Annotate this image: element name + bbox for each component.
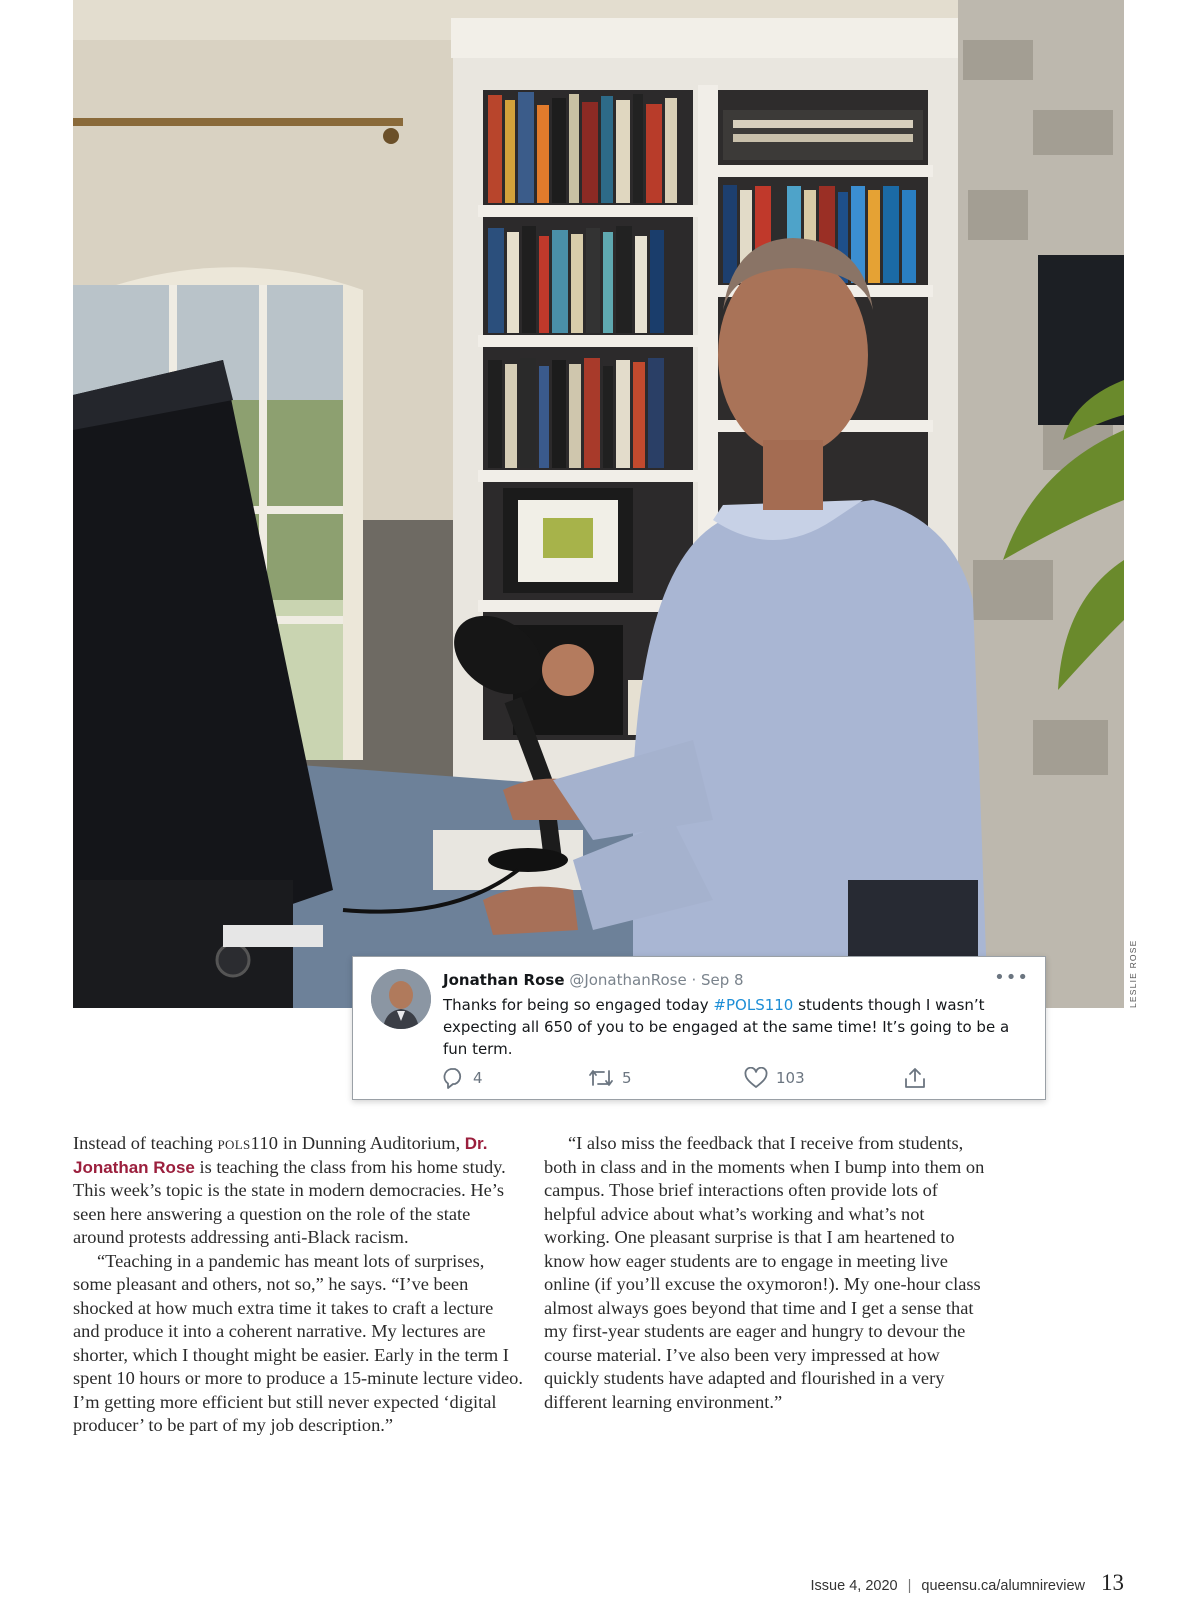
- tweet-author-name[interactable]: Jonathan Rose: [443, 971, 565, 989]
- page-footer: [811, 1570, 1124, 1596]
- feature-photo: [73, 0, 1124, 1008]
- tweet-separator: ·: [691, 971, 697, 989]
- tweet-text-end: students though I wasn’t expecting all 650 of you to be engaged at the same time! It’s going to be a fun term.: [443, 996, 1010, 1058]
- retweet-icon: [588, 1067, 614, 1089]
- p1-intro: Instead of teaching: [73, 1133, 218, 1153]
- p1-location: in Dunning Auditorium,: [278, 1133, 465, 1153]
- retweet-button[interactable]: [588, 1067, 632, 1089]
- retweet-count: 5: [622, 1069, 632, 1087]
- tweet-author-handle[interactable]: @JonathanRose: [569, 971, 687, 989]
- article-paragraph-3: “I also miss the feedback that I receive from students, both in class and in the moments when I bump into them on campus. Those brief interactions often provide lots of helpful advice about what’s working and what’s not working. One pleasant surprise is that I am heartened to know how eager students are to engage in meeting live online (if you’ll excuse the oxymoron!). My one-hour class almost always goes beyond that time and I get a sense that my first-year students are eager and hungry to devour the course material. I’ve also been very impressed at how quickly students have adapted and flourished in a very different learning environment.”: [544, 1133, 985, 1412]
- avatar-image: [371, 969, 431, 1029]
- article-paragraph-2: “Teaching in a pandemic has meant lots of surprises, some pleasant and others, not so,” he says. “I’ve been shocked at how much extra time it takes to craft a lecture and produce it into a coherent narrative. My lectures are shorter, which I thought might be easier. Early in the term I spent 10 hours or more to produce a 15-minute lecture video. I’m getting more efficient but still never expected ‘digital producer’ to be part of my job description.”: [73, 1250, 523, 1435]
- article-paragraph-1: [73, 1132, 523, 1250]
- tweet-hashtag[interactable]: #POLS110: [713, 996, 794, 1014]
- tweet-date[interactable]: Sep 8: [701, 971, 744, 989]
- reply-icon: [441, 1067, 465, 1089]
- share-button[interactable]: [903, 1067, 927, 1089]
- like-count: 103: [776, 1069, 805, 1087]
- tweet-text: [443, 994, 1023, 1060]
- more-options-icon[interactable]: •••: [994, 967, 1029, 988]
- reply-button[interactable]: [441, 1067, 483, 1089]
- magazine-url[interactable]: queensu.ca/alumnireview: [921, 1578, 1085, 1594]
- p1-rest: is teaching the class from his home study. This week’s topic is the state in modern democracies. He’s seen here answering a question on the role of the state around protests addressing anti-Black racism.: [73, 1156, 506, 1247]
- like-button[interactable]: [744, 1067, 805, 1089]
- reply-count: 4: [473, 1069, 483, 1087]
- page-number: 13: [1101, 1570, 1124, 1595]
- professor-name: Dr. Jonathan Rose: [73, 1134, 488, 1177]
- avatar[interactable]: [371, 969, 431, 1029]
- footer-separator: |: [907, 1578, 912, 1594]
- tweet-card[interactable]: [352, 956, 1046, 1100]
- heart-icon: [744, 1067, 768, 1089]
- tweet-header: [443, 971, 744, 989]
- course-code: pols110: [217, 1133, 279, 1153]
- issue-label: Issue 4, 2020: [810, 1578, 898, 1594]
- tweet-actions: [441, 1067, 961, 1091]
- photo-illustration: [73, 0, 1124, 1008]
- article-column-left: [73, 1132, 523, 1438]
- share-icon: [903, 1067, 927, 1089]
- photo-credit: LESLIE ROSE: [1128, 939, 1138, 1008]
- tweet-text-start: Thanks for being so engaged today: [443, 996, 714, 1014]
- article-column-right: [544, 1132, 994, 1414]
